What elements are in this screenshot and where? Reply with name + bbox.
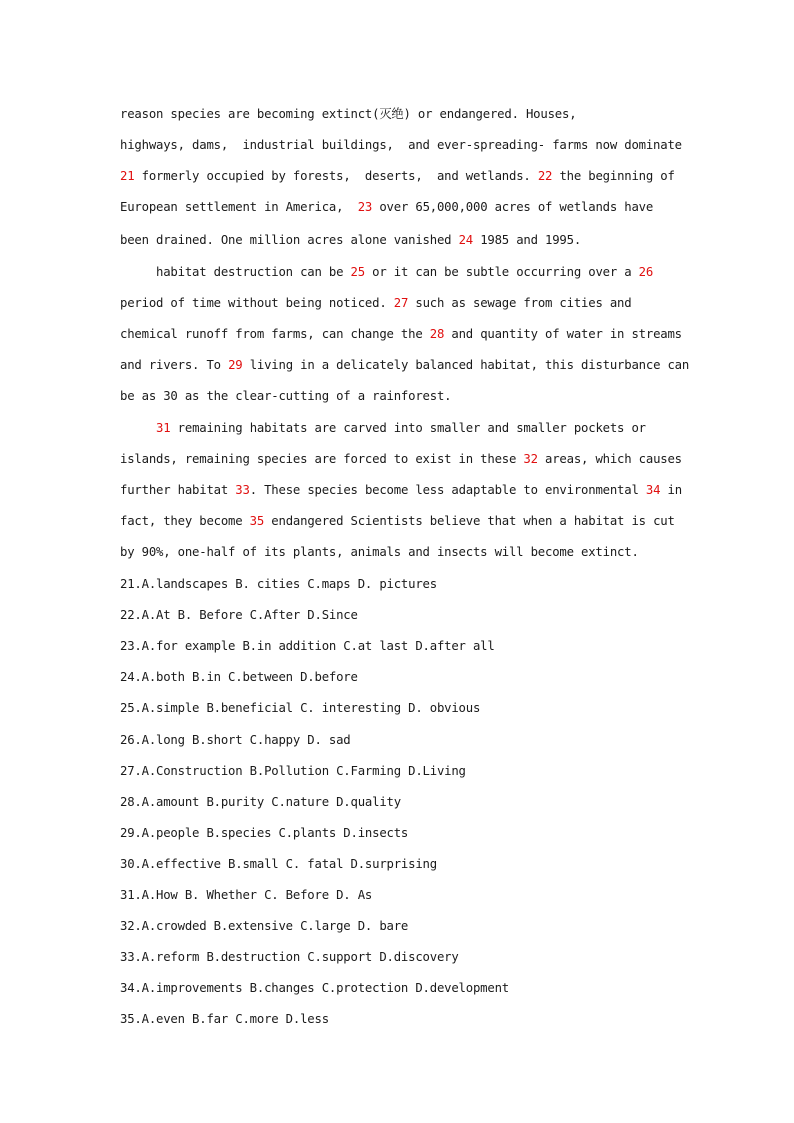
passage-line: [120, 168, 680, 184]
passage-line: [120, 451, 680, 467]
blank-number-22: 22: [537, 169, 553, 183]
passage-text: over 65,000,000 acres of wetlands have: [372, 200, 654, 214]
question-29-options: 29.A.people B.species C.plants D.insects: [120, 826, 409, 840]
blank-number-29: 29: [228, 358, 243, 372]
question-32-options: 32.A.crowded B.extensive C.large D. bare: [120, 919, 409, 933]
passage-text: living in a delicately balanced habitat, this disturbance can: [242, 358, 690, 372]
passage-text: reason species are becoming extinct(灭绝) or endangered. Houses,: [120, 107, 577, 121]
passage-text: period of time without being noticed.: [120, 296, 394, 310]
blank-number-32: 32: [523, 452, 538, 466]
blank-number-28: 28: [429, 327, 445, 341]
question-28-options: 28.A.amount B.purity C.nature D.quality: [120, 795, 401, 809]
blank-number-26: 26: [638, 265, 654, 279]
blank-number-24: 24: [458, 233, 473, 247]
passage-line: [120, 513, 680, 529]
passage-text: been drained. One million acres alone vanished: [120, 233, 459, 247]
question-27-options: 27.A.Construction B.Pollution C.Farming D.Living: [120, 764, 466, 778]
question-30-options: 30.A.effective B.small C. fatal D.surprising: [120, 857, 437, 871]
passage-text: such as sewage from cities and: [408, 296, 632, 310]
passage-text: further habitat: [120, 483, 236, 497]
question-25-options: 25.A.simple B.beneficial C. interesting D. obvious: [120, 701, 481, 715]
passage-text: [120, 421, 156, 435]
passage-line: [120, 388, 680, 404]
blank-number-23: 23: [357, 200, 373, 214]
passage-text: be as 30 as the clear-cutting of a rainforest.: [120, 389, 452, 403]
passage-text: or it can be subtle occurring over a: [364, 265, 639, 279]
passage-text: the beginning of: [552, 169, 675, 183]
passage-text: remaining habitats are carved into smaller and smaller pockets or: [170, 421, 646, 435]
passage-line: [120, 264, 680, 280]
question-23-options: 23.A.for example B.in addition C.at last D.after all: [120, 639, 495, 653]
question-34-options: 34.A.improvements B.changes C.protection D.development: [120, 981, 509, 995]
passage-text: . These species become less adaptable to environmental: [249, 483, 646, 497]
passage-text: chemical runoff from farms, can change the: [120, 327, 430, 341]
question-24-options: 24.A.both B.in C.between D.before: [120, 670, 358, 684]
passage-line: [120, 326, 680, 342]
passage-text: 1985 and 1995.: [472, 233, 582, 247]
blank-number-35: 35: [249, 514, 265, 528]
passage-line: [120, 199, 680, 215]
passage-line: [120, 482, 680, 498]
blank-number-21: 21: [120, 169, 135, 183]
passage-text: areas, which causes: [537, 452, 682, 466]
question-21-options: 21.A.landscapes B. cities C.maps D. pictures: [120, 577, 437, 591]
passage-text: islands, remaining species are forced to exist in these: [120, 452, 524, 466]
passage-text: endangered Scientists believe that when a habitat is cut: [264, 514, 675, 528]
passage-line: [120, 544, 680, 560]
question-35-options: 35.A.even B.far C.more D.less: [120, 1012, 329, 1026]
blank-number-25: 25: [350, 265, 365, 279]
blank-number-31: 31: [156, 421, 171, 435]
passage-text: highways, dams, industrial buildings, and ever-spreading- farms now dominate: [120, 138, 682, 152]
passage-line: [120, 357, 690, 373]
passage-text: in: [660, 483, 682, 497]
blank-number-34: 34: [645, 483, 661, 497]
passage-line: [120, 420, 680, 436]
question-33-options: 33.A.reform B.destruction C.support D.discovery: [120, 950, 459, 964]
passage-line: [120, 295, 680, 311]
question-31-options: 31.A.How B. Whether C. Before D. As: [120, 888, 373, 902]
blank-number-27: 27: [393, 296, 409, 310]
passage-text: and rivers. To: [120, 358, 229, 372]
passage-text: fact, they become: [120, 514, 250, 528]
passage-text: European settlement in America,: [120, 200, 358, 214]
passage-text: and quantity of water in streams: [444, 327, 682, 341]
passage-line: [120, 137, 680, 153]
passage-text: by 90%, one-half of its plants, animals and insects will become extinct.: [120, 545, 639, 559]
passage-text: formerly occupied by forests, deserts, and wetlands.: [134, 169, 538, 183]
blank-number-33: 33: [235, 483, 250, 497]
passage-text: habitat destruction can be: [120, 265, 351, 279]
passage-line: [120, 106, 680, 122]
passage-line: [120, 232, 680, 248]
question-22-options: 22.A.At B. Before C.After D.Since: [120, 608, 358, 622]
question-26-options: 26.A.long B.short C.happy D. sad: [120, 733, 351, 747]
